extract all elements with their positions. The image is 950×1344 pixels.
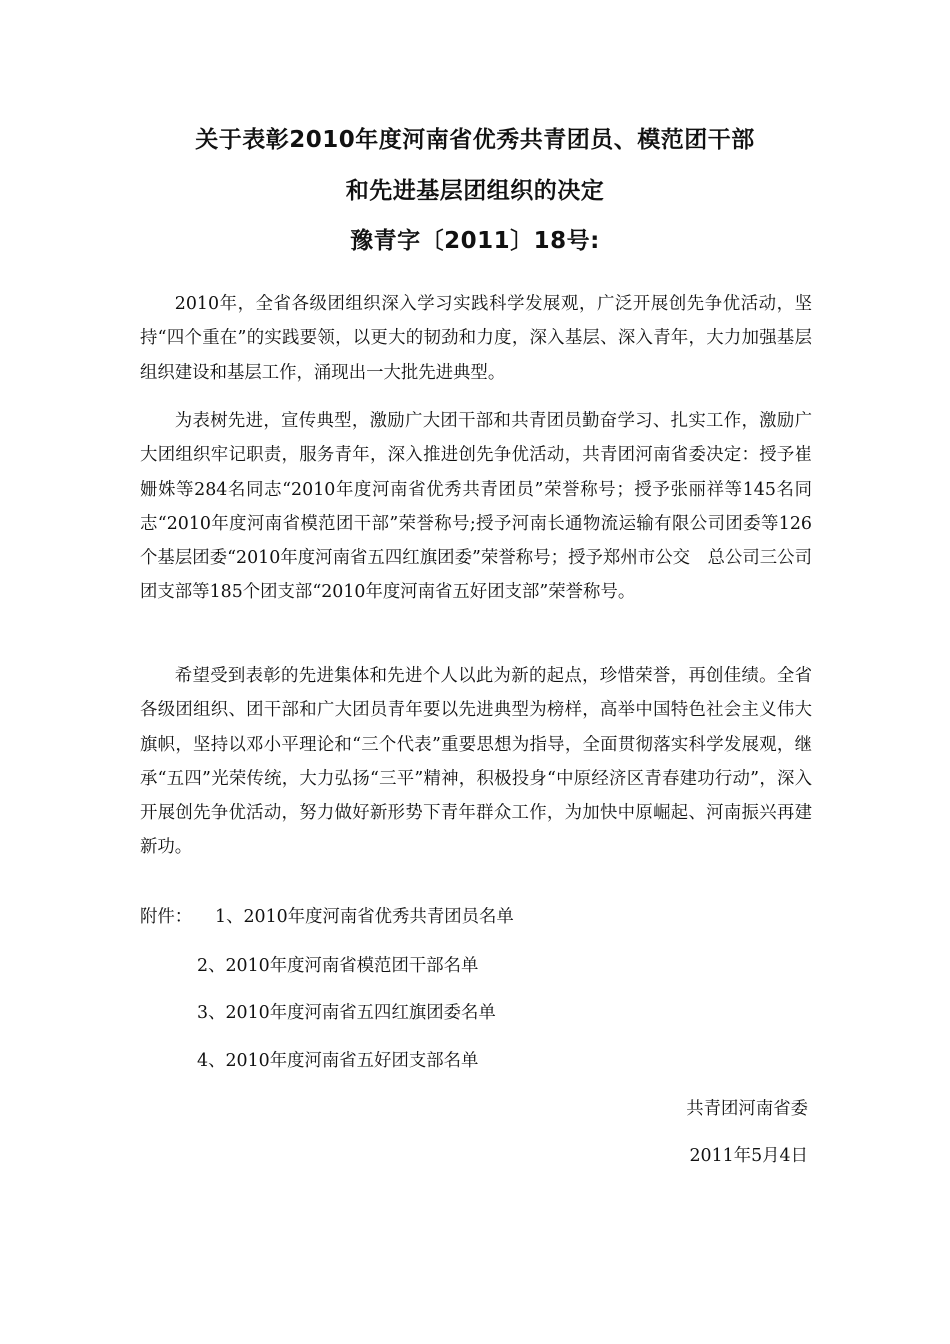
attachment-item-1: 1、2010年度河南省优秀共青团员名单 (215, 907, 514, 927)
attachment-item-2: 2、2010年度河南省模范团干部名单 (197, 956, 479, 976)
document-title-line-1: 关于表彰2010年度河南省优秀共青团员、模范团干部 (195, 127, 755, 153)
attachment-item-4: 4、2010年度河南省五好团支部名单 (197, 1051, 479, 1071)
document-title-line-2: 和先进基层团组织的决定 (345, 178, 605, 204)
signatory: 共青团河南省委 (686, 1099, 808, 1119)
document-number: 豫青字〔2011〕18号: (350, 228, 600, 254)
document-date: 2011年5月4日 (689, 1146, 808, 1166)
paragraph-3: 希望受到表彰的先进集体和先进个人以此为新的起点，珍惜荣誉，再创佳绩。全省各级团组织、团干部和广大团员青年要以先进典型为榜样，高举中国特色社会主义伟大旗帜，坚持以邓小平理论和“三个代表”重要思想为指导，全面贯彻落实科学发展观，继承“五四”光荣传统，大力弘扬“三平”精神，积极投身“中原经济区青春建功行动”，深入开展创先争优活动，努力做好新形势下青年群众工作，为加快中原崛起、河南振兴再建新功。 (140, 666, 812, 858)
paragraph-1: 2010年，全省各级团组织深入学习实践科学发展观，广泛开展创先争优活动，坚持“四个重在”的实践要领，以更大的韧劲和力度，深入基层、深入青年，大力加强基层组织建设和基层工作，涌现出一大批先进典型。 (140, 294, 812, 383)
attachment-item-3: 3、2010年度河南省五四红旗团委名单 (197, 1003, 496, 1023)
attachments-label: 附件： (140, 907, 193, 927)
paragraph-2: 为表树先进，宣传典型，激励广大团干部和共青团员勤奋学习、扎实工作，激励广大团组织牢记职责，服务青年，深入推进创先争优活动，共青团河南省委决定：授予崔姗姝等284名同志“2010年度河南省优秀共青团员”荣誉称号；授予张丽祥等145名同志“2010年度河南省模范团干部”荣誉称号;授予河南长通物流运输有限公司团委等126个基层团委“2010年度河南省五四红旗团委”荣誉称号；授予郑州市公交 总公司三公司团支部等185个团支部“2010年度河南省五好团支部”荣誉称号。 (140, 411, 812, 603)
